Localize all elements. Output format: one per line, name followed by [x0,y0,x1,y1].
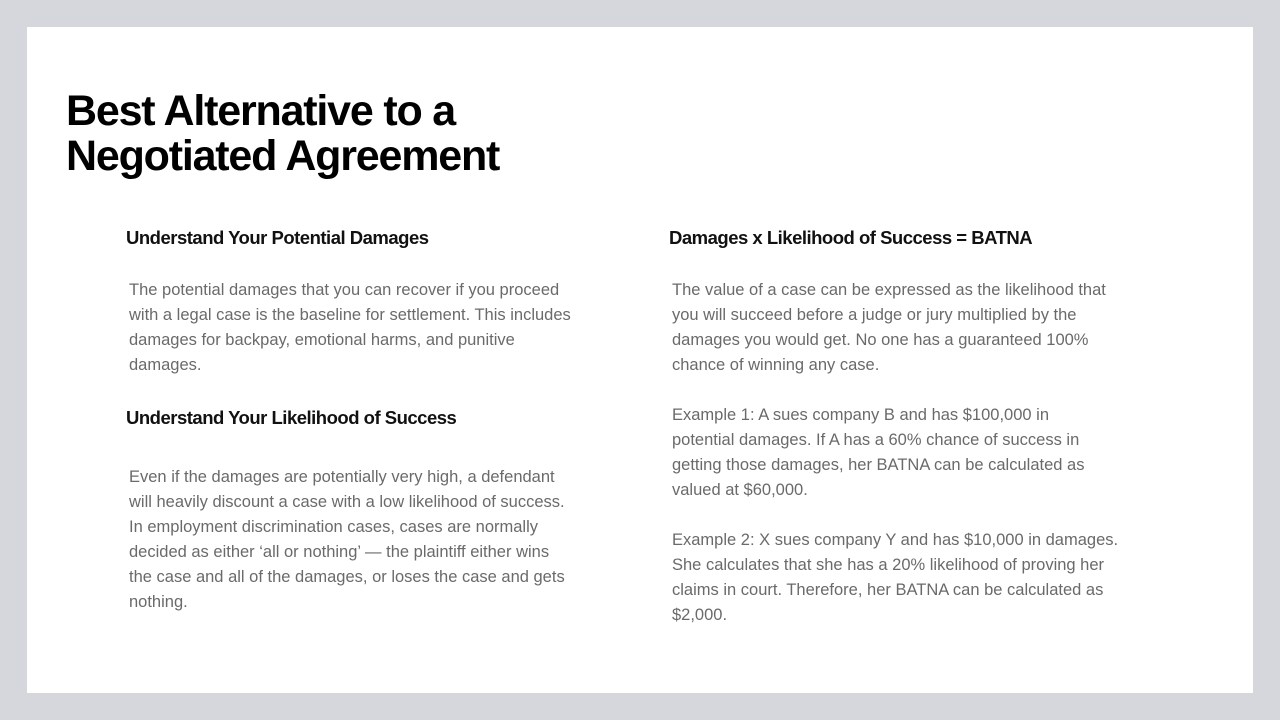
slide-title-line: Negotiated Agreement [66,132,500,180]
potential-damages-paragraph [129,278,571,378]
paragraph-line: valued at $60,000. [672,481,808,499]
potential-damages-heading: Understand Your Potential Damages [126,227,429,248]
example-2-paragraph [672,528,1118,628]
paragraph-line: damages you would get. No one has a guaranteed 100% [672,331,1089,349]
paragraph-line: The value of a case can be expressed as the likelihood that [672,281,1106,299]
paragraph-line: damages for backpay, emotional harms, and punitive [129,331,515,349]
paragraph-line: Example 1: A sues company B and has $100,000 in [672,406,1050,424]
paragraph-line: will heavily discount a case with a low likelihood of success. [129,493,565,511]
likelihood-of-success-paragraph [129,465,565,615]
paragraph-line: She calculates that she has a 20% likelihood of proving her [672,556,1105,574]
slide [27,27,1253,693]
paragraph-line: claims in court. Therefore, her BATNA can be calculated as [672,581,1104,599]
paragraph-line: damages. [129,356,202,374]
likelihood-of-success-heading: Understand Your Likelihood of Success [126,407,457,428]
batna-intro-paragraph [672,278,1106,378]
paragraph-line: nothing. [129,593,188,611]
paragraph-line: chance of winning any case. [672,356,880,374]
paragraph-line: Example 2: X sues company Y and has $10,000 in damages. [672,531,1119,549]
paragraph-line: potential damages. If A has a 60% chance of success in [672,431,1080,449]
slide-title [66,89,499,179]
example-1-paragraph [672,403,1084,503]
paragraph-line: Even if the damages are potentially very high, a defendant [129,468,555,486]
paragraph-line: The potential damages that you can recover if you proceed [129,281,560,299]
paragraph-line: decided as either ‘all or nothing’ — the plaintiff either wins [129,543,550,561]
paragraph-line: getting those damages, her BATNA can be calculated as [672,456,1085,474]
paragraph-line: with a legal case is the baseline for settlement. This includes [129,306,571,324]
paragraph-line: you will succeed before a judge or jury multiplied by the [672,306,1077,324]
batna-formula-heading: Damages x Likelihood of Success = BATNA [669,227,1033,248]
paragraph-line: $2,000. [672,606,728,624]
paragraph-line: In employment discrimination cases, cases are normally [129,518,538,536]
slide-title-line: Best Alternative to a [66,87,455,135]
paragraph-line: the case and all of the damages, or loses the case and gets [129,568,565,586]
